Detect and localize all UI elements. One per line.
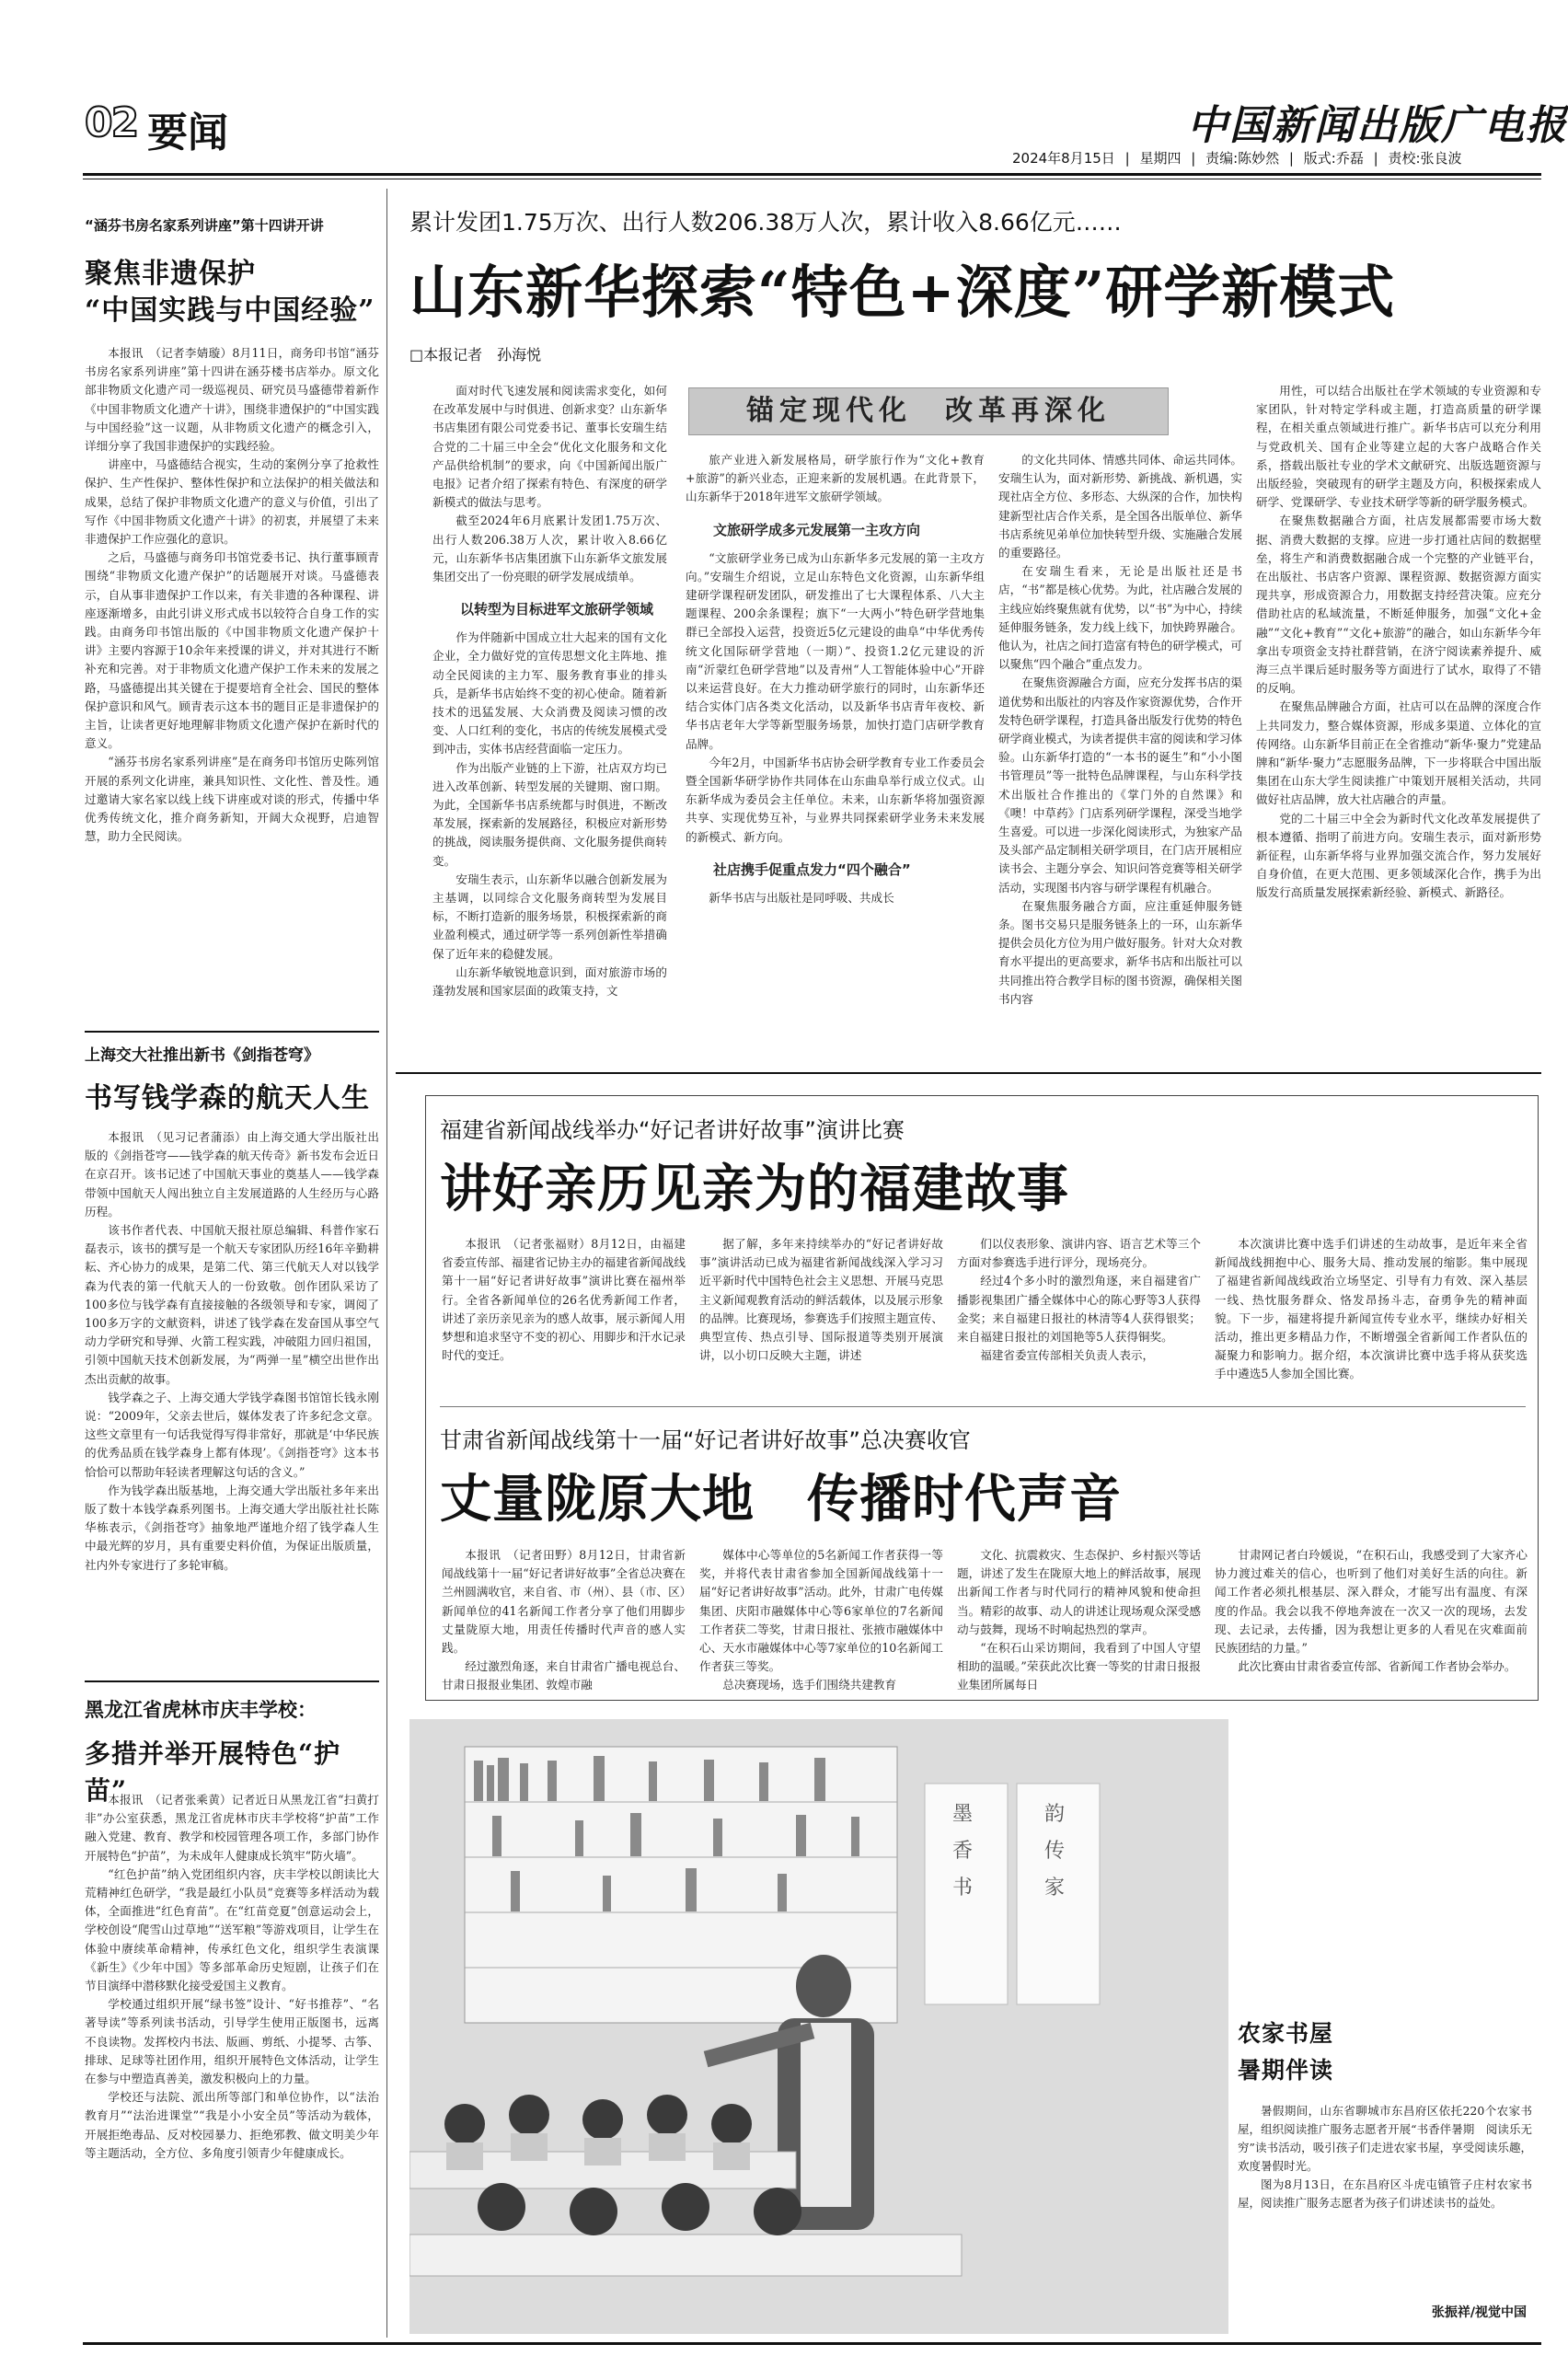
paragraph: 山东新华敏锐地意识到，面对旅游市场的蓬勃发展和国家层面的政策支持，文 (432, 964, 667, 999)
paragraph: 作为钱学森出版基地，上海交通大学出版社多年来出版了数十本钱学森系列图书。上海交通大学出版社社长陈华栋表示，《剑指苍穹》抽象地严谨地介绍了钱学森人生中最光辉的岁月，具有重要史料价值，为保证出版质量，社内外专家进行了多轮审稿。 (85, 1483, 379, 1572)
paragraph: 在聚焦数据融合方面，社店发展都需要市场大数据、消费大数据的支撑。应进一步打通社店间的数据壁垒，将生产和消费数据融合成一个完整的产业链平台，在出版社、书店客户资源、课程资源、数据资源方面实现共享，形成资源合力，用数据支持经营决策。应充分借助社店的私域流量，不断延伸服务，加强“文化+金融”“文化+教育”“文化+旅游”的融合，如山东新华今年拿出专项资金支持社群营销，在济宁阅读素养提升、威海三点半课后延时服务等方面进行了试水，取得了不错的反响。 (1256, 514, 1541, 696)
left-a1-body (85, 344, 379, 846)
photo-caption-box (1238, 2015, 1532, 2328)
paragraph: 图为8月13日，在东昌府区斗虎屯镇管子庄村农家书屋，阅读推广服务志愿者为孩子们讲述读书的益处。 (1238, 2177, 1532, 2210)
paragraph: 经过4个多小时的激烈角逐，来自福建省广播影视集团广播全媒体中心的陈心野等3人获得金奖；来自福建日报社的林清等4人获得银奖；来自福建日报社的刘国艳等5人获得铜奖。 (957, 1274, 1201, 1345)
main-col-4 (1256, 382, 1541, 903)
issue-weekday: 星期四 (1139, 150, 1182, 167)
paragraph: 在聚焦服务融合方面，应注重延伸服务链条。图书交易只是服务链条上的一环，山东新华提供会员化方位为用户做好服务。针对大众对教育水平提出的更高要求，新华书店和出版社可以共同推出符合教学目标的图书资源，确保相关图书内容 (998, 898, 1242, 1006)
paper-name: 中国新闻出版广电报 (1187, 102, 1568, 149)
paragraph: 截至2024年6月底累计发团1.75万次、出行人数206.38万人次，累计收入8.66亿元，山东新华书店集团旗下山东新华文旅发展集团交出了一份亮眼的研学发展成绩单。 (432, 514, 667, 584)
main-subhead-1: 以转型为目标进军文旅研学领域 (460, 601, 654, 618)
photo-credit: 张振祥/视觉中国 (1431, 2305, 1527, 2320)
photo-title-1: 农家书屋 (1238, 2020, 1334, 2047)
paragraph: 新华书店与出版社是同呼吸、共成长 (709, 890, 894, 905)
paragraph: 本报讯 （见习记者蒲添）由上海交通大学出版社出版的《剑指苍穹——钱学森的航天传奇》新书发布会近日在京召开。该书记述了中国航天事业的奠基人——钱学森带领中国航天人闯出独立自主发展道路的人生经历与心路历程。 (85, 1130, 379, 1218)
paragraph: “涵芬书房名家系列讲座”是在商务印书馆历史陈列馆开展的系列文化讲座，兼具知识性、文化性、普及性。通过邀请大家名家以线上线下讲座或对谈的形式，传播中华优秀传统文化，推介商务新知，开阔大众视野，启迪智慧，助力全民阅读。 (85, 755, 379, 844)
paragraph: 用性，可以结合出版社在学术领域的专业资源和专家团队，针对特定学科或主题，打造高质量的研学课程，在相关重点领域进行推广。新华书店可以充分利用与党政机关、国有企业等建立起的大客户战略合作关系，搭载出版社专业的学术文献研究、出版选题资源与出版经验，突破现有的研学主题及方向，积极探索成人研学、党课研学、专业技术研学等新的研学服务模式。 (1256, 384, 1541, 510)
issue-editor: 责编:陈妙然 (1205, 150, 1280, 167)
paragraph: 旅产业进入新发展格局，研学旅行作为“文化+教育+旅游”的新兴业态，正迎来新的发展机遇。在此背景下，山东新华于2018年进军文旅研学领域。 (686, 453, 985, 504)
paragraph: 文化、抗震救灾、生态保护、乡村振兴等话题，讲述了发生在陇原大地上的鲜活故事，展现出新闻工作者与时代同行的精神风貌和使命担当。精彩的故事、动人的讲述让现场观众深受感动与鼓舞，现场不时响起热烈的掌声。 (957, 1548, 1201, 1636)
paragraph: “在积石山采访期间，我看到了中国人守望相助的温暖。”荣获此次比赛一等奖的甘肃日报报业集团所属每日 (957, 1641, 1201, 1692)
left-a3-title: 多措并举开展特色“护苗” (85, 1738, 341, 1806)
paragraph: “红色护苗”纳入党团组织内容，庆丰学校以朗读比大荒精神红色研学，“我是最红小队员”竞赛等多样活动为载体，全面推进“红色育苗”。在“红苗竞夏”创意运动会上，学校创设“爬雪山过草地”“送军粮”等游戏项目，让学生在体验中赓续革命精神，传承红色文化，组织学生表演课《新生》《少年中国》等多部革命历史短剧，让孩子们在节目演绎中潜移默化接受爱国主义教育。 (85, 1866, 379, 1993)
left-divider-1 (85, 1031, 379, 1033)
fujian-gansu-frame (425, 1095, 1539, 1701)
paragraph: 甘肃网记者白玲媛说，“在积石山，我感受到了大家齐心协力渡过难关的信心，也听到了他们对美好生活的向往。新闻工作者必须扎根基层、深入群众，才能写出有温度、有深度的作品。我会以我不停地奔波在一次又一次的现场，去发现、去记录，去传播，因为我想让更多的人看见在灾难面前民族团结的力量。” (1215, 1548, 1528, 1656)
main-col-1 (432, 382, 667, 1000)
paragraph: 之后，马盛德与商务印书馆党委书记、执行董事顾青围绕“非物质文化遗产保护”的话题展开对谈。马盛德表示，自从事非遗保护工作以来，有关非遗的各种课程、讲座逐渐增多，由此引讲义形式成书以较符合自身工作的实践。由商务印书馆出版的《中国非物质文化遗产保护十讲》主要内容源于10余年来授课的讲义，并对其进行不断补充和完善。对于非物质文化遗产保护工作未来的发展之路，马盛德提出其关键在于提要培育全社会、国民的整体保护意识和风气。顾青表示这本书的题目正是非遗保护的主旨，让读者更好地理解非物质文化遗产保护在新时代的意义。 (85, 550, 379, 751)
paragraph: 据了解，多年来持续举办的“好记者讲好故事”演讲活动已成为福建省新闻战线深入学习习近平新时代中国特色社会主义思想、开展马克思主义新闻观教育活动的鲜活载体，以及展示形象的品牌。比赛现场，参赛选手们按照主题宣传、典型宣传、热点引导、国际报道等类别开展演讲，以小切口反映大主题，讲述 (699, 1237, 943, 1363)
svg-text:传: 传 (1044, 1840, 1066, 1863)
left-column-divider (386, 189, 387, 2338)
paragraph: 本报讯 （记者张乘黄）记者近日从黑龙江省“扫黄打非”办公室获悉，黑龙江省虎林市庆丰学校将“护苗”工作融入党建、教育、教学和校园管理各项工作，多部门协作开展特色“护苗”，为未成年人健康成长筑牢“防火墙”。 (85, 1793, 379, 1863)
fujian-kicker: 福建省新闻战线举办“好记者讲好故事”演讲比赛 (440, 1117, 905, 1143)
left-a1-kicker: “涵芬书房名家系列讲座”第十四讲开讲 (85, 217, 324, 234)
left-a3-kicker: 黑龙江省虎林市庆丰学校： (85, 1699, 317, 1721)
gansu-title: 丈量陇原大地 传播时代声音 (440, 1469, 1122, 1530)
left-a2-kicker: 上海交大社推出新书《剑指苍穹》 (85, 1046, 319, 1065)
paragraph: 在聚焦资源融合方面，应充分发挥书店的渠道优势和出版社的内容及作家资源优势，合作开发特色研学课程，打造具备出版发行优势的特色研学商业模式，为读者提供丰富的阅读和学习体验。山东新华打造的“一本书的诞生”和“小小图书管理员”等一批特色品牌课程，与山东科学技术出版社合作推出的《掌门外的自然课》和《噢！中草药》门店系列研学课程，深受当地学生喜爱。可以进一步深化阅读形式，为独家产品及头部产品定制相关研学项目，在门店开展相应读书会、主题分享会、知识问答竞赛等相关研学活动，实现图书内容与研学课程有机融合。 (998, 676, 1242, 895)
main-col-2 (686, 451, 985, 907)
section-title: 要闻 (147, 110, 228, 156)
main-subhead-3: 社店携手促重点发力“四个融合” (713, 860, 911, 878)
paragraph: 经过激烈角逐，来自甘肃省广播电视总台、甘肃日报报业集团、敦煌市融 (442, 1659, 686, 1692)
main-bottom-rule (396, 1072, 1541, 1074)
svg-text:墨: 墨 (952, 1803, 974, 1826)
paragraph: 该书作者代表、中国航天报社原总编辑、科普作家石磊表示，该书的撰写是一个航天专家团队历经16年辛勤耕耘、齐心协力的成果，是第二代、第三代航天人对以钱学森为代表的第一代航天人的一份致敬。创作团队采访了100多位与钱学森有直接接触的各级领导和专家，调阅了100多万字的文献资料，讲述了钱学森在发奋国从事空气动力学研究和导弹、火箭工程实践，冲破阻力回归祖国，引领中国航天技术创新发展，为“两弹一星”横空出世作出杰出贡献的故事。 (85, 1223, 379, 1386)
paragraph: 面对时代飞速发展和阅读需求变化，如何在改革发展中与时俱进、创新求变？山东新华书店集团有限公司党委书记、董事长安瑞生结合党的二十届三中全会“优化文化服务和文化产品供给机制”的要求，向《中国新闻出版广电报》记者介绍了探索有特色、有深度的研学新模式的做法与思考。 (432, 384, 667, 510)
paragraph: 暑假期间，山东省聊城市东昌府区依托220个农家书屋，组织阅读推广服务志愿者开展“书香伴暑期 阅读乐无穷”读书活动，吸引孩子们走进农家书屋，享受阅读乐趣，欢度暑假时光。 (1238, 2104, 1532, 2173)
paragraph: 此次比赛由甘肃省委宣传部、省新闻工作者协会举办。 (1238, 1659, 1516, 1674)
page-number: 02 (85, 99, 138, 146)
photo-caption (1238, 2102, 1532, 2212)
paragraph: 的文化共同体、情感共同体、命运共同体。安瑞生认为，面对新形势、新挑战、新机遇，实现社店全方位、多形态、大纵深的合作，加快构建新型社店合作关系，是全国各出版单位、新华书店系统见弟单位加快转型升级、实施融合发展的重要路径。 (998, 453, 1242, 560)
paragraph: 作为出版产业链的上下游，社店双方均已进入改革创新、转型发展的关键期、窗口期。为此，全国新华书店系统都与时俱进，不断改革发展，探索新的发展路径，积极应对新形势的挑战，阅读服务提供商、文化服务提供商转变。 (432, 760, 667, 868)
gansu-kicker: 甘肃省新闻战线第十一届“好记者讲好故事”总决赛收官 (440, 1427, 971, 1453)
paragraph: 安瑞生表示，山东新华以融合创新发展为主基调，以同综合文化服务商转型为发展目标，不断打造新的服务场景，积极探索新的商业盈利模式，通过研学等一系列创新性举措确保了近年来的稳健发展。 (432, 872, 667, 961)
main-banner: 锚定现代化 改革再深化 (688, 387, 1169, 435)
paragraph: 作为伴随新中国成立壮大起来的国有文化企业，全力做好党的宣传思想文化主阵地、推动全民阅读的主力军、服务教育事业的排头兵，是新华书店始终不变的初心使命。随着新技术的迅猛发展、大众消费及阅读习惯的改变、人口红利的变化，书店的传统发展模式受到冲击，实体书店经营面临一定压力。 (432, 630, 667, 756)
main-byline: □本报记者 孙海悦 (409, 346, 542, 364)
paragraph: 本报讯 （记者张福财）8月12日，由福建省委宣传部、福建省记协主办的福建省新闻战线第十一届“好记者讲好故事”演讲比赛在福州举行。全省各新闻单位的26名优秀新闻工作者，讲述了亲历亲见亲为的感人故事，展示新闻人用梦想和追求坚守不变的初心、用脚步和汗水记录时代的变迁。 (442, 1237, 686, 1363)
paragraph: “文旅研学业务已成为山东新华多元发展的第一主攻方向。”安瑞生介绍说，立足山东特色文化资源，山东新华组建研学课程研发团队，研发推出了七大课程体系、八大主题课程、200余条课程；旗下“一大两小”特色研学营地集群已全部投入运营，投资近5亿元建设的曲阜“中华优秀传统文化国际研学营地（一期）”、投资1.2亿元建设的沂南“沂蒙红色研学营地”以及青州“人工智能体验中心”开辟以来运营良好。在大力推动研学旅行的同时，山东新华还结合实体门店各类文化活动，以及新华书店青年夜校、新华书店老年大学等新型服务场景，加快打造门店研学教育品牌。 (686, 550, 985, 751)
photo-title-2: 暑期伴读 (1238, 2057, 1334, 2084)
fujian-title: 讲好亲历见亲为的福建故事 (440, 1159, 1069, 1219)
paragraph: 总决赛现场，选手们围绕共建教育 (722, 1678, 897, 1692)
masthead-rule (83, 173, 1541, 176)
main-col-3 (998, 451, 1242, 1009)
main-subhead-2: 文旅研学成多元发展第一主攻方向 (713, 521, 921, 538)
issue-proof: 责校:张良波 (1388, 150, 1462, 167)
paragraph: 讲座中，马盛德结合视实，生动的案例分享了抢救性保护、生产性保护、整体性保护和立法保护的相关做法和成果，总结了保护非物质文化遗产的意义与价值，引出了写作《中国非物质文化遗产十讲》的初衷，并展望了未来非遗保护工作应强化的意识。 (85, 457, 379, 547)
left-divider-2 (85, 1680, 379, 1682)
paragraph: 今年2月，中国新华书店协会研学教育专业工作委员会暨全国新华研学协作共同体在山东曲阜举行成立仪式。山东新华成为委员会主任单位。未来，山东新华将加强资源共享、实现优势互补，与业界共同探索研学业务未来发展的新模式、新方向。 (686, 755, 985, 844)
paragraph: 福建省委宣传部相关负责人表示， (980, 1348, 1155, 1363)
left-a3-body (85, 1791, 379, 2163)
reading-photo (409, 1719, 1228, 2334)
paragraph: 在聚焦品牌融合方面，社店可以在品牌的深度合作上共同发力，整合媒体资源，形成多渠道、立体化的宣传网络。山东新华目前正在全省推动“新华·聚力”党建品牌和“新华·聚力”志愿服务品牌，下一步将联合中国出版集团在山东大学生阅读推广中策划开展相关活动，共同做好社店品牌，放大社店融合的声量。 (1256, 699, 1541, 807)
paragraph: 本报讯 （记者田野）8月12日，甘肃省新闻战线第十一届“好记者讲好故事”全省总决赛在兰州圆满收官，来自省、市（州）、县（市、区）新闻单位的41名新闻工作者分享了他们用脚步丈量陇原大地，用责任传播时代声音的感人实践。 (442, 1548, 686, 1656)
paragraph: 本报讯 （记者李婧璇）8月11日，商务印书馆“涵芬书房名家系列讲座”第十四讲在涵芬楼书店举办。原文化部非物质文化遗产司一级巡视员、研究员马盛德带着新作《中国非物质文化遗产十讲》，围绕非遗保护的“中国实践与中国经验”这一议题，从非物质文化遗产的概念引入，详细分享了我国非遗保护的实践经验。 (85, 346, 379, 454)
photo-illustration (409, 1719, 1228, 2334)
left-a1-title2: “中国实践与中国经验” (85, 294, 375, 327)
paragraph: 在安瑞生看来，无论是出版社还是书店，“书”都是核心优势。为此，社店融合发展的主线应始终聚焦就有优势，以“书”为中心，持续延伸服务链条，发力线上线下，加快跨界融合。他认为，社店之间打造富有特色的研学模式，可以聚焦“四个融合”重点发力。 (998, 564, 1242, 672)
svg-text:韵: 韵 (1044, 1803, 1066, 1826)
main-deck: 累计发团1.75万次、出行人数206.38万人次，累计收入8.66亿元…… (409, 209, 1122, 236)
paragraph: 媒体中心等单位的5名新闻工作者获得一等奖，并将代表甘肃省参加全国新闻战线第十一届“好记者讲好故事”活动。此外，甘肃广电传媒集团、庆阳市融媒体中心等6家单位的7名新闻工作者获二等奖，甘肃日报社、张掖市融媒体中心、天水市融媒体中心等7家单位的10名新闻工作者获三等奖。 (699, 1548, 943, 1674)
left-a2-title: 书写钱学森的航天人生 (85, 1082, 370, 1114)
paragraph: 学校还与法院、派出所等部门和单位协作，以“法治教育月”“法治进课堂”“我是小小安全员”等活动为载体，开展拒绝毒品、反对校园暴力、拒绝邪教、做文明美少年等主题活动，全方位、多角度引领青少年健康成长。 (85, 2090, 379, 2160)
main-headline: 山东新华探索“特色+深度”研学新模式 (409, 259, 1396, 326)
paragraph: 学校通过组织开展“绿书签”设计、“好书推荐”、“名著导读”等系列读书活动，引导学生使用正版图书，远离不良读物。发挥校内书法、版画、剪纸、小提琴、古筝、排球、足球等社团作用，组织开展特色文体活动，让学生在参与中塑造真善美，激发积极向上的力量。 (85, 1997, 379, 2086)
svg-text:香: 香 (952, 1840, 974, 1863)
issue-date: 2024年8月15日 (1012, 150, 1115, 167)
page-bottom-rule (83, 2342, 1541, 2345)
paragraph: 党的二十届三中全会为新时代文化改革发展提供了根本遵循、指明了前进方向。安瑞生表示，面对新形势新征程，山东新华将与业界加强交流合作，努力发展好自身价值，在更大范围、更多领域深化合作，携手为出版发行高质量发展探索新经验、新模式、新路径。 (1256, 811, 1541, 900)
issue-info: 2024年8月15日 | 星期四 | 责编:陈妙然 | 版式:乔磊 | 责校:张良波 (1012, 150, 1462, 167)
paragraph: 本次演讲比赛中选手们讲述的生动故事，是近年来全省新闻战线拥抱中心、服务大局、推动发展的缩影。集中展现了福建省新闻战线政治立场坚定、引导有力有效、深入基层一线、热忱服务群众、恪发昂扬斗志，奋勇争先的精神面貌。下一步，福建将提升新闻宣传专业水平，继续办好相关活动，推出更多精品力作，不断增强全省新闻工作者队伍的凝聚力和影响力。据介绍，本次演讲比赛中选手将从获奖选手中遴选5人参加全国比赛。 (1215, 1237, 1528, 1381)
paragraph: 们以仪表形象、演讲内容、语言艺术等三个方面对参赛选手进行评分，现场亮分。 (957, 1237, 1201, 1270)
issue-layout: 版式:乔磊 (1303, 150, 1364, 167)
left-a2-body (85, 1128, 379, 1575)
paragraph: 钱学森之子、上海交通大学钱学森图书馆馆长钱永刚说：“2009年，父亲去世后，媒体发表了许多纪念文章。这些文章里有一句话我觉得写得非常好，那就是‘中华民族的优秀品质在钱学森身上都有体现’。《剑指苍穹》这本书恰恰可以帮助年轻读者理解这句话的含义。” (85, 1390, 379, 1479)
left-a1-title1: 聚焦非遗保护 (85, 258, 256, 290)
svg-text:家: 家 (1044, 1877, 1066, 1900)
svg-text:书: 书 (952, 1877, 974, 1900)
